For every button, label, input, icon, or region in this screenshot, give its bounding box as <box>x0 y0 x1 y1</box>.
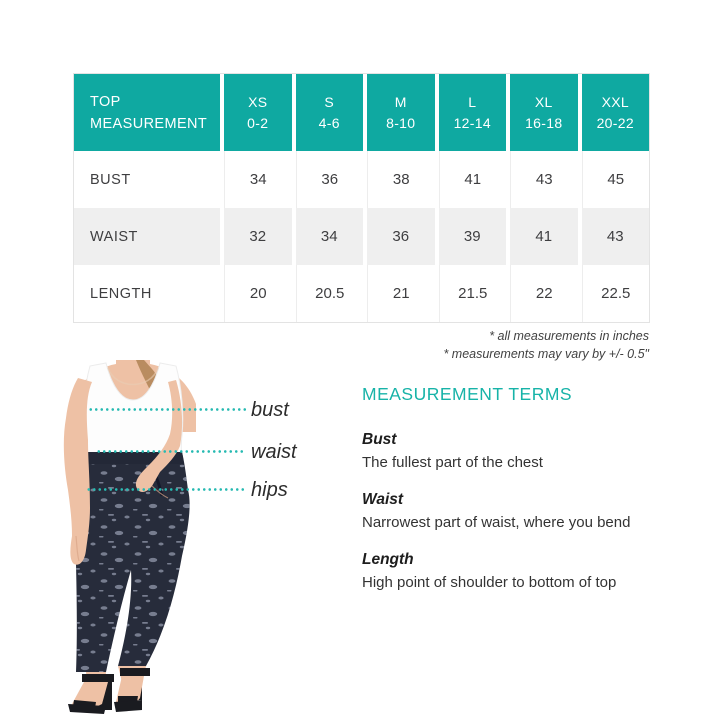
bust-label: bust <box>251 399 289 421</box>
term-definition: High point of shoulder to bottom of top <box>362 574 617 591</box>
size-range: 0-2 <box>247 114 269 131</box>
length-value-s: 20.5 <box>296 265 364 322</box>
size-range: 16-18 <box>525 114 563 131</box>
table-header-size-xl <box>510 74 578 151</box>
term-name: Waist <box>362 491 404 508</box>
waist-value-xxl: 43 <box>582 208 650 265</box>
model-illustration <box>30 360 242 720</box>
term-item-bust <box>362 429 662 473</box>
waist-value-m: 36 <box>367 208 435 265</box>
footnote-inches: * all measurements in inches <box>489 329 649 343</box>
term-name: Length <box>362 551 414 568</box>
size-name: XXL <box>601 93 629 110</box>
size-name: XL <box>534 93 553 110</box>
bust-value-xs: 34 <box>224 151 292 208</box>
term-item-length <box>362 549 662 593</box>
size-name: M <box>394 93 407 110</box>
model-photo <box>30 360 242 720</box>
pants-pattern <box>74 452 190 672</box>
size-range: 20-22 <box>596 114 634 131</box>
table-header-size-s <box>296 74 364 151</box>
term-name: Bust <box>362 431 397 448</box>
hips-label: hips <box>251 479 288 501</box>
length-value-l: 21.5 <box>439 265 507 322</box>
bust-value-xl: 43 <box>510 151 578 208</box>
table-header-size-l <box>439 74 507 151</box>
length-value-xxl: 22.5 <box>582 265 650 322</box>
waist-value-l: 39 <box>439 208 507 265</box>
bust-value-xxl: 45 <box>582 151 650 208</box>
waist-value-s: 34 <box>296 208 364 265</box>
term-item-waist <box>362 489 662 533</box>
footnote-variance: * measurements may vary by +/- 0.5" <box>443 346 649 361</box>
length-value-xs: 20 <box>224 265 292 322</box>
length-value-xl: 22 <box>510 265 578 322</box>
size-range: 8-10 <box>386 114 416 131</box>
row-label-waist: WAIST <box>74 208 220 265</box>
header-line2: MEASUREMENT <box>90 115 208 132</box>
table-header-size-m <box>367 74 435 151</box>
bust-value-s: 36 <box>296 151 364 208</box>
waist-label: waist <box>251 441 297 463</box>
term-definition: The fullest part of the chest <box>362 454 543 471</box>
row-label-bust: BUST <box>90 171 131 188</box>
right-sole <box>114 700 142 712</box>
size-name: S <box>324 93 335 110</box>
size-chart-table <box>73 73 650 323</box>
measurement-terms-section <box>362 384 662 609</box>
waist-value-xs: 32 <box>224 208 292 265</box>
size-name: XS <box>248 93 268 110</box>
length-value-m: 21 <box>367 265 435 322</box>
left-ankle-strap <box>82 674 114 682</box>
bust-value-m: 38 <box>367 151 435 208</box>
right-ankle-strap <box>120 668 150 676</box>
term-definition: Narrowest part of waist, where you bend <box>362 514 631 531</box>
bust-value-l: 41 <box>439 151 507 208</box>
size-range: 12-14 <box>453 114 491 131</box>
table-header-size-xxl <box>582 74 650 151</box>
table-header-measurement <box>74 74 220 151</box>
waist-dotted-line <box>96 450 246 453</box>
table-header-size-xs <box>224 74 292 151</box>
size-name: L <box>468 93 477 110</box>
header-line1: TOP <box>90 93 121 110</box>
size-range: 4-6 <box>318 114 340 131</box>
row-label-length: LENGTH <box>90 285 152 302</box>
measurement-footnotes <box>443 328 649 363</box>
terms-title: MEASUREMENT TERMS <box>362 384 573 404</box>
bust-dotted-line <box>88 408 246 411</box>
waist-value-xl: 41 <box>510 208 578 265</box>
hips-dotted-line <box>86 488 246 491</box>
